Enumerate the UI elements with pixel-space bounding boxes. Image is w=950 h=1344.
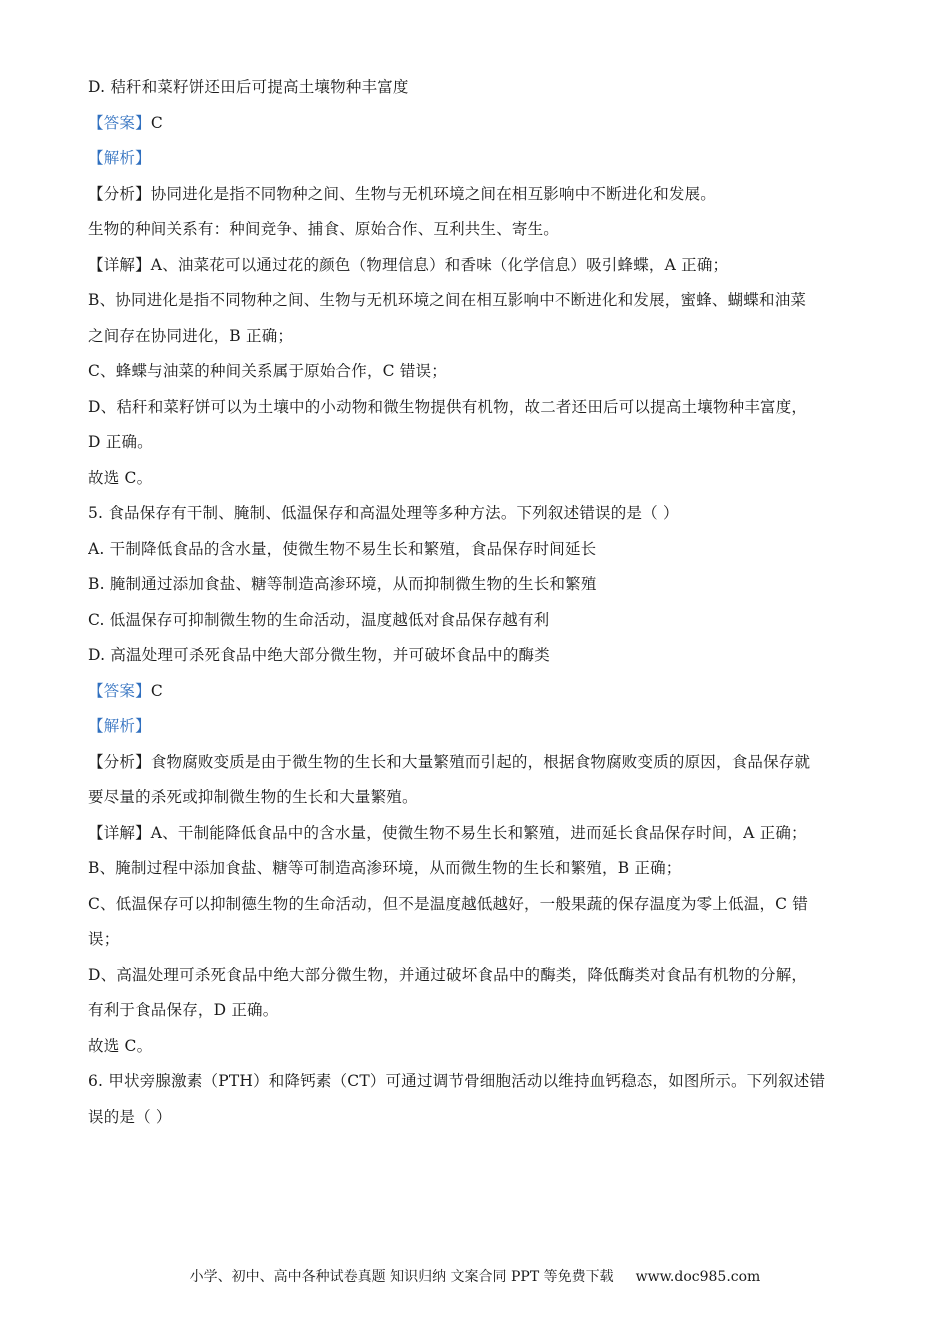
section-tag: 【解析】 (88, 717, 151, 735)
line-text: 之间存在协同进化，B 正确； (88, 326, 294, 345)
line-text: 【分析】食物腐败变质是由于微生物的生长和大量繁殖而引起的，根据食物腐败变质的原因，食品保存就 (88, 752, 811, 771)
text-line (88, 993, 868, 1029)
footer-promo-text: 小学、初中、高中各种试卷真题 知识归纳 文案合同 PPT 等免费下载 (189, 1269, 614, 1285)
text-line (88, 70, 868, 106)
text-line (88, 1029, 868, 1065)
line-text: C (150, 113, 163, 132)
text-line (88, 354, 868, 390)
text-line (88, 283, 868, 319)
text-line (88, 638, 868, 674)
text-line (88, 567, 868, 603)
line-text: D. 高温处理可杀死食品中绝大部分微生物，并可破坏食品中的酶类 (88, 646, 550, 664)
line-text: 故选 C。 (88, 468, 153, 487)
line-text: C (150, 681, 163, 700)
text-line (88, 496, 868, 532)
text-line (88, 390, 868, 426)
text-line (88, 603, 868, 639)
line-text: 误； (88, 930, 120, 948)
line-text: C. 低温保存可抑制微生物的生命活动，温度越低对食品保存越有利 (88, 610, 550, 629)
text-line (88, 816, 868, 852)
line-text: A. 干制降低食品的含水量，使微生物不易生长和繁殖，食品保存时间延长 (88, 539, 597, 558)
text-line (88, 709, 868, 745)
text-line (88, 745, 868, 781)
text-line (88, 532, 868, 568)
text-line (88, 887, 868, 923)
section-tag: 【解析】 (88, 149, 151, 167)
text-line (88, 922, 868, 958)
text-line (88, 212, 868, 248)
page-footer (0, 1266, 950, 1286)
line-text: D、高温处理可杀死食品中绝大部分微生物，并通过破坏食品中的酶类，降低酶类对食品有机物的分解， (88, 965, 808, 984)
line-text: 【分析】协同进化是指不同物种之间、生物与无机环境之间在相互影响中不断进化和发展。 (88, 184, 717, 203)
line-text: C、低温保存可以抑制德生物的生命活动，但不是温度越低越好，一般果蔬的保存温度为零上低温，C 错 (88, 894, 809, 913)
line-text: B、腌制过程中添加食盐、糖等可制造高渗环境，从而微生物的生长和繁殖，B 正确； (88, 859, 682, 877)
line-text: 故选 C。 (88, 1036, 153, 1055)
line-text: D. 秸秆和菜籽饼还田后可提高土壤物种丰富度 (88, 78, 409, 96)
line-text: B、协同进化是指不同物种之间、生物与无机环境之间在相互影响中不断进化和发展，蜜蜂、蝴蝶和油菜 (88, 291, 807, 309)
text-line (88, 106, 868, 142)
line-text: 有利于食品保存，D 正确。 (88, 1001, 279, 1019)
text-line (88, 248, 868, 284)
line-text: D、秸秆和菜籽饼可以为土壤中的小动物和微生物提供有机物，故二者还田后可以提高土壤物种丰富度， (88, 397, 808, 416)
footer-website-link[interactable]: www.doc985.com (635, 1269, 761, 1285)
text-line (88, 141, 868, 177)
text-line (88, 461, 868, 497)
text-line (88, 177, 868, 213)
line-text: B. 腌制通过添加食盐、糖等制造高渗环境，从而抑制微生物的生长和繁殖 (88, 575, 597, 593)
line-text: 【详解】A、油菜花可以通过花的颜色（物理信息）和香味（化学信息）吸引蜂蝶，A 正确； (88, 255, 729, 274)
text-line (88, 780, 868, 816)
line-text: 生物的种间关系有：种间竞争、捕食、原始合作、互利共生、寄生。 (88, 220, 560, 238)
section-tag: 【答案】 (88, 681, 151, 700)
line-text: C、蜂蝶与油菜的种间关系属于原始合作，C 错误； (88, 362, 447, 380)
text-line (88, 319, 868, 355)
line-text: 5. 食品保存有干制、腌制、低温保存和高温处理等多种方法。下列叙述错误的是（ ） (88, 504, 679, 522)
text-line (88, 425, 868, 461)
document-page (88, 70, 868, 1135)
line-text: 要尽量的杀死或抑制微生物的生长和大量繁殖。 (88, 788, 418, 806)
text-line (88, 958, 868, 994)
line-text: 【详解】A、干制能降低食品中的含水量，使微生物不易生长和繁殖，进而延长食品保存时间，A 正确； (88, 823, 807, 842)
text-line (88, 674, 868, 710)
line-text: D 正确。 (88, 433, 153, 451)
text-line (88, 1064, 868, 1100)
line-text: 误的是（ ） (88, 1107, 172, 1126)
section-tag: 【答案】 (88, 113, 151, 132)
line-text: 6. 甲状旁腺激素（PTH）和降钙素（CT）可通过调节骨细胞活动以维持血钙稳态，如图所示。下列叙述错 (88, 1072, 826, 1090)
text-line (88, 851, 868, 887)
text-line (88, 1100, 868, 1136)
